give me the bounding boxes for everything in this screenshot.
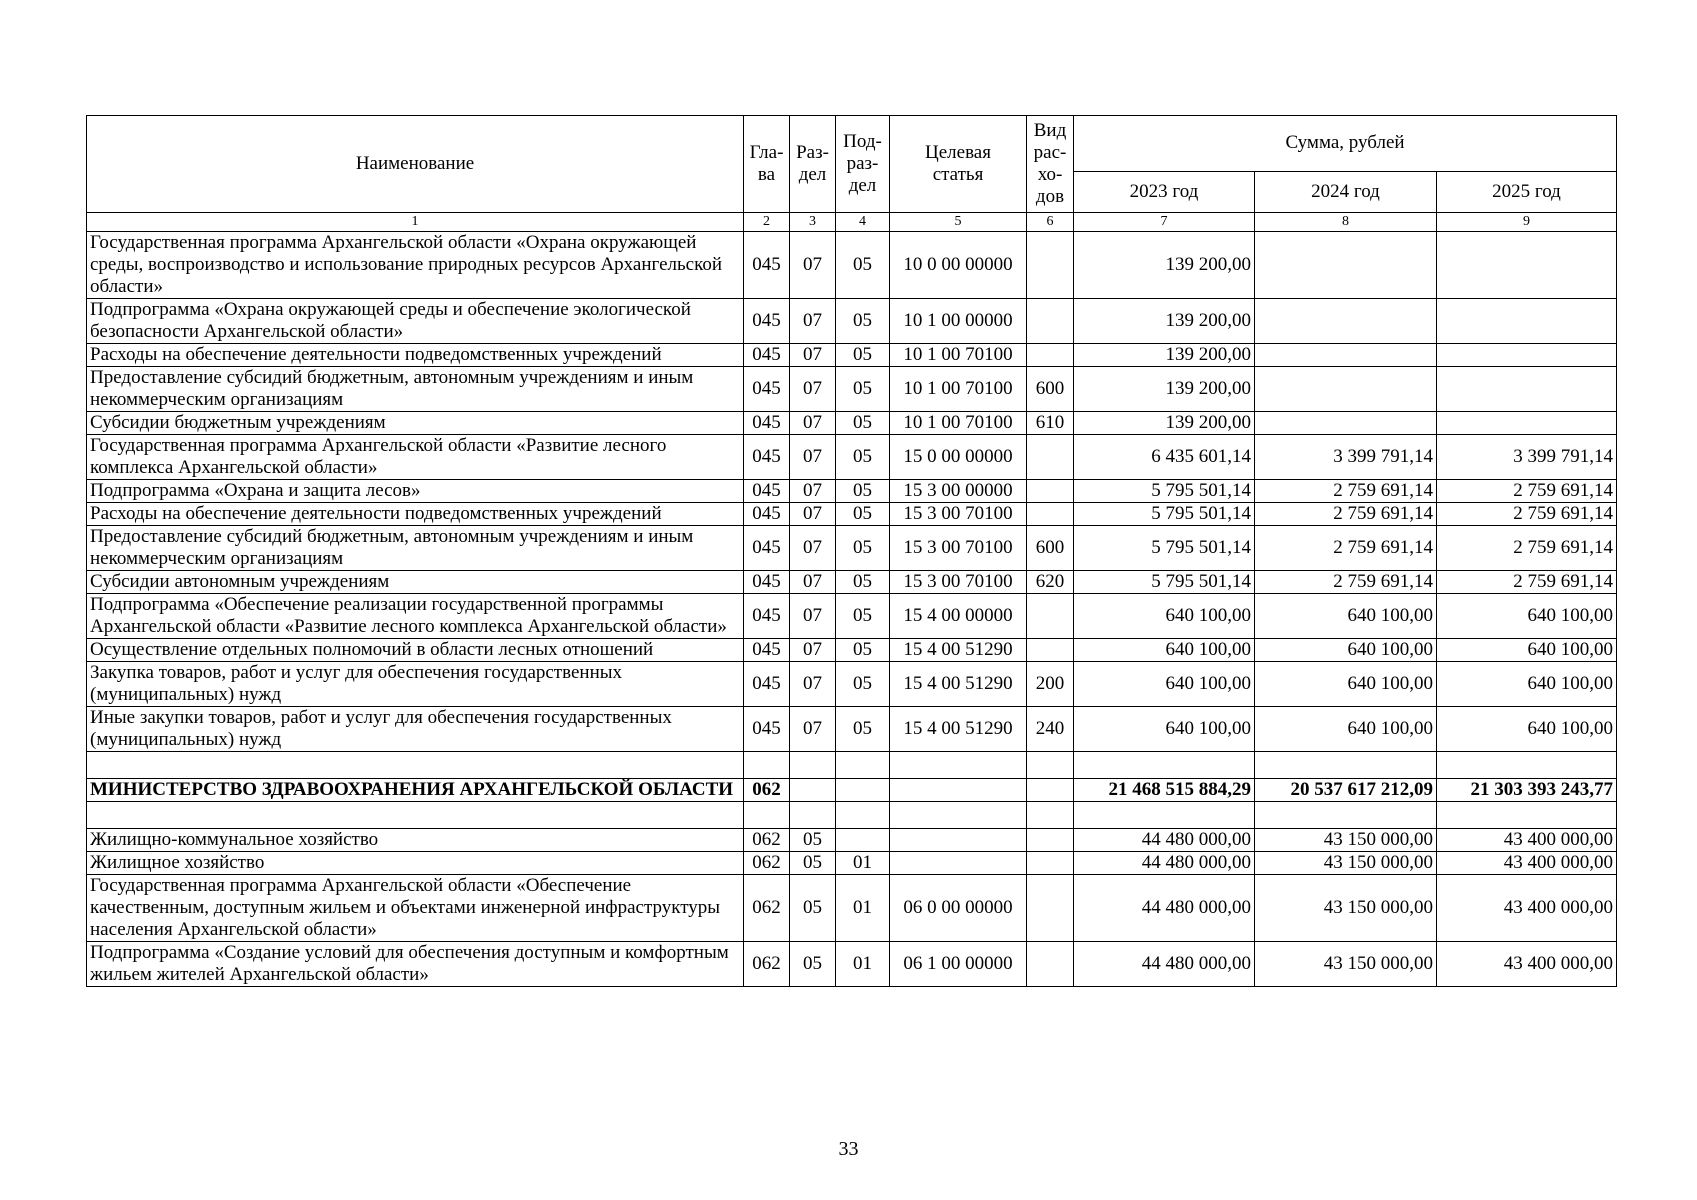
row-glava: 045 [744, 707, 790, 752]
row-razdel: 05 [790, 942, 836, 987]
row-sum-2025 [1437, 412, 1617, 435]
row-name: Подпрограмма «Охрана и защита лесов» [87, 480, 744, 503]
page-number: 33 [838, 1138, 859, 1160]
row-name: Осуществление отдельных полномочий в области лесных отношений [87, 639, 744, 662]
row-sum-2025: 43 400 000,00 [1437, 829, 1617, 852]
row-celevaya-statya: 06 1 00 00000 [890, 942, 1027, 987]
table-row [87, 480, 1617, 503]
row-sum-2024: 640 100,00 [1255, 639, 1437, 662]
row-sum-2024: 43 150 000,00 [1255, 852, 1437, 875]
row-sum-2024: 640 100,00 [1255, 662, 1437, 707]
row-name: Подпрограмма «Охрана окружающей среды и обеспечение экологической безопасности Архангельской области» [87, 299, 744, 344]
empty-cell [790, 802, 836, 829]
row-glava: 045 [744, 526, 790, 571]
table-row [87, 571, 1617, 594]
header-year-2025: 2025 год [1437, 171, 1617, 212]
row-sum-2023: 5 795 501,14 [1074, 526, 1255, 571]
row-celevaya-statya: 10 1 00 70100 [890, 344, 1027, 367]
table-row [87, 594, 1617, 639]
row-podrazdel: 01 [836, 942, 890, 987]
empty-cell [744, 752, 790, 779]
row-name: МИНИСТЕРСТВО ЗДРАВООХРАНЕНИЯ АРХАНГЕЛЬСКОЙ ОБЛАСТИ [87, 779, 744, 802]
header-year-2023: 2023 год [1074, 171, 1255, 212]
table-row [87, 367, 1617, 412]
row-podrazdel [836, 779, 890, 802]
table-row [87, 852, 1617, 875]
row-glava: 045 [744, 639, 790, 662]
row-razdel: 05 [790, 829, 836, 852]
row-celevaya-statya: 15 3 00 00000 [890, 480, 1027, 503]
table-row [87, 435, 1617, 480]
row-celevaya-statya: 10 1 00 70100 [890, 412, 1027, 435]
table-row [87, 412, 1617, 435]
row-podrazdel: 05 [836, 412, 890, 435]
row-vid-rashodov: 600 [1027, 367, 1074, 412]
table-row [87, 662, 1617, 707]
row-sum-2025: 640 100,00 [1437, 594, 1617, 639]
empty-cell [87, 802, 744, 829]
row-vid-rashodov [1027, 344, 1074, 367]
row-podrazdel: 01 [836, 875, 890, 942]
row-sum-2024: 2 759 691,14 [1255, 480, 1437, 503]
row-glava: 045 [744, 412, 790, 435]
row-sum-2025: 2 759 691,14 [1437, 526, 1617, 571]
row-name: Расходы на обеспечение деятельности подведомственных учреждений [87, 503, 744, 526]
column-number: 2 [744, 213, 790, 232]
row-sum-2024: 2 759 691,14 [1255, 526, 1437, 571]
row-sum-2025: 21 303 393 243,77 [1437, 779, 1617, 802]
row-razdel: 05 [790, 875, 836, 942]
row-podrazdel: 01 [836, 852, 890, 875]
table-row [87, 942, 1617, 987]
row-sum-2025: 2 759 691,14 [1437, 503, 1617, 526]
header-vid-rashodov: Вид рас- хо- дов [1027, 116, 1074, 213]
row-sum-2023: 139 200,00 [1074, 367, 1255, 412]
column-number: 1 [87, 213, 744, 232]
row-podrazdel: 05 [836, 662, 890, 707]
row-razdel: 07 [790, 594, 836, 639]
row-podrazdel: 05 [836, 707, 890, 752]
column-number: 8 [1255, 213, 1437, 232]
empty-cell [1027, 752, 1074, 779]
row-sum-2024: 640 100,00 [1255, 707, 1437, 752]
table-row [87, 779, 1617, 802]
row-glava: 045 [744, 594, 790, 639]
row-sum-2023: 44 480 000,00 [1074, 829, 1255, 852]
row-razdel: 07 [790, 367, 836, 412]
row-sum-2025: 43 400 000,00 [1437, 852, 1617, 875]
row-sum-2023: 640 100,00 [1074, 639, 1255, 662]
row-razdel: 07 [790, 435, 836, 480]
row-celevaya-statya: 15 4 00 51290 [890, 639, 1027, 662]
row-sum-2025 [1437, 232, 1617, 299]
budget-document [86, 115, 1616, 987]
row-glava: 045 [744, 571, 790, 594]
row-podrazdel: 05 [836, 232, 890, 299]
row-podrazdel: 05 [836, 480, 890, 503]
row-vid-rashodov: 610 [1027, 412, 1074, 435]
row-sum-2025: 43 400 000,00 [1437, 875, 1617, 942]
row-name: Предоставление субсидий бюджетным, автономным учреждениям и иным некоммерческим организациям [87, 367, 744, 412]
row-sum-2025: 3 399 791,14 [1437, 435, 1617, 480]
row-glava: 062 [744, 779, 790, 802]
table-row [87, 232, 1617, 299]
row-razdel: 07 [790, 526, 836, 571]
row-vid-rashodov [1027, 503, 1074, 526]
row-razdel: 07 [790, 707, 836, 752]
empty-cell [1074, 802, 1255, 829]
row-celevaya-statya: 15 3 00 70100 [890, 526, 1027, 571]
row-glava: 045 [744, 435, 790, 480]
row-celevaya-statya: 15 3 00 70100 [890, 503, 1027, 526]
row-glava: 045 [744, 232, 790, 299]
empty-cell [890, 752, 1027, 779]
row-sum-2023: 640 100,00 [1074, 594, 1255, 639]
row-sum-2024 [1255, 299, 1437, 344]
row-sum-2023: 139 200,00 [1074, 412, 1255, 435]
row-sum-2023: 6 435 601,14 [1074, 435, 1255, 480]
row-podrazdel: 05 [836, 526, 890, 571]
row-vid-rashodov [1027, 435, 1074, 480]
budget-table [86, 115, 1617, 987]
row-vid-rashodov [1027, 829, 1074, 852]
row-sum-2024: 43 150 000,00 [1255, 942, 1437, 987]
row-vid-rashodov [1027, 942, 1074, 987]
row-podrazdel: 05 [836, 639, 890, 662]
row-sum-2024: 2 759 691,14 [1255, 571, 1437, 594]
column-number: 6 [1027, 213, 1074, 232]
row-sum-2024 [1255, 232, 1437, 299]
row-vid-rashodov [1027, 480, 1074, 503]
row-sum-2025 [1437, 367, 1617, 412]
row-vid-rashodov: 240 [1027, 707, 1074, 752]
row-sum-2025: 640 100,00 [1437, 639, 1617, 662]
row-celevaya-statya: 15 0 00 00000 [890, 435, 1027, 480]
row-glava: 062 [744, 852, 790, 875]
row-name: Жилищное хозяйство [87, 852, 744, 875]
table-row [87, 639, 1617, 662]
row-razdel: 07 [790, 232, 836, 299]
row-sum-2023: 5 795 501,14 [1074, 571, 1255, 594]
row-razdel: 07 [790, 662, 836, 707]
column-number: 7 [1074, 213, 1255, 232]
empty-cell [790, 752, 836, 779]
row-glava: 062 [744, 829, 790, 852]
row-glava: 045 [744, 503, 790, 526]
table-row [87, 707, 1617, 752]
header-row-1 [87, 116, 1617, 172]
row-sum-2025 [1437, 299, 1617, 344]
column-number: 9 [1437, 213, 1617, 232]
row-name: Расходы на обеспечение деятельности подведомственных учреждений [87, 344, 744, 367]
empty-cell [836, 752, 890, 779]
blank-row [87, 802, 1617, 829]
row-razdel [790, 779, 836, 802]
row-sum-2023: 44 480 000,00 [1074, 852, 1255, 875]
row-razdel: 07 [790, 344, 836, 367]
row-name: Подпрограмма «Создание условий для обеспечения доступным и комфортным жильем жителей Архангельской области» [87, 942, 744, 987]
row-sum-2025: 640 100,00 [1437, 707, 1617, 752]
row-razdel: 07 [790, 639, 836, 662]
row-celevaya-statya: 10 1 00 00000 [890, 299, 1027, 344]
row-podrazdel: 05 [836, 594, 890, 639]
row-sum-2024: 2 759 691,14 [1255, 503, 1437, 526]
table-row [87, 299, 1617, 344]
row-sum-2023: 21 468 515 884,29 [1074, 779, 1255, 802]
header-celevaya-statya: Целевая статья [890, 116, 1027, 213]
header-glava: Гла- ва [744, 116, 790, 213]
row-celevaya-statya [890, 829, 1027, 852]
column-number-row [87, 213, 1617, 232]
row-celevaya-statya: 15 4 00 51290 [890, 707, 1027, 752]
row-sum-2023: 5 795 501,14 [1074, 503, 1255, 526]
row-name: Государственная программа Архангельской области «Развитие лесного комплекса Архангельской области» [87, 435, 744, 480]
row-celevaya-statya: 06 0 00 00000 [890, 875, 1027, 942]
row-sum-2023: 44 480 000,00 [1074, 875, 1255, 942]
row-name: Подпрограмма «Обеспечение реализации государственной программы Архангельской области «Развитие лесного комплекса Архангельской области» [87, 594, 744, 639]
header-podrazdel: Под- раз- дел [836, 116, 890, 213]
row-name: Государственная программа Архангельской области «Охрана окружающей среды, воспроизводство и использование природных ресурсов Архангельской области» [87, 232, 744, 299]
row-sum-2025: 640 100,00 [1437, 662, 1617, 707]
row-sum-2023: 640 100,00 [1074, 662, 1255, 707]
row-sum-2024: 640 100,00 [1255, 594, 1437, 639]
row-sum-2024: 20 537 617 212,09 [1255, 779, 1437, 802]
row-name: Субсидии автономным учреждениям [87, 571, 744, 594]
row-razdel: 07 [790, 299, 836, 344]
empty-cell [836, 802, 890, 829]
row-podrazdel: 05 [836, 299, 890, 344]
row-name: Субсидии бюджетным учреждениям [87, 412, 744, 435]
row-glava: 045 [744, 367, 790, 412]
header-summa: Сумма, рублей [1074, 116, 1617, 172]
empty-cell [1027, 802, 1074, 829]
row-celevaya-statya: 10 0 00 00000 [890, 232, 1027, 299]
row-glava: 045 [744, 299, 790, 344]
row-sum-2023: 139 200,00 [1074, 299, 1255, 344]
row-name: Закупка товаров, работ и услуг для обеспечения государственных (муниципальных) нужд [87, 662, 744, 707]
empty-cell [1074, 752, 1255, 779]
row-razdel: 07 [790, 571, 836, 594]
row-sum-2024: 43 150 000,00 [1255, 829, 1437, 852]
row-glava: 062 [744, 942, 790, 987]
row-podrazdel: 05 [836, 571, 890, 594]
row-sum-2023: 44 480 000,00 [1074, 942, 1255, 987]
row-celevaya-statya: 15 3 00 70100 [890, 571, 1027, 594]
row-sum-2024 [1255, 344, 1437, 367]
row-glava: 045 [744, 480, 790, 503]
row-razdel: 05 [790, 852, 836, 875]
row-sum-2023: 139 200,00 [1074, 344, 1255, 367]
row-sum-2025: 2 759 691,14 [1437, 571, 1617, 594]
table-row [87, 829, 1617, 852]
row-podrazdel: 05 [836, 344, 890, 367]
empty-cell [1437, 752, 1617, 779]
empty-cell [1255, 752, 1437, 779]
row-sum-2024 [1255, 367, 1437, 412]
row-razdel: 07 [790, 480, 836, 503]
row-sum-2025: 43 400 000,00 [1437, 942, 1617, 987]
row-vid-rashodov: 620 [1027, 571, 1074, 594]
row-sum-2025: 2 759 691,14 [1437, 480, 1617, 503]
row-podrazdel: 05 [836, 367, 890, 412]
row-sum-2024 [1255, 412, 1437, 435]
row-glava: 062 [744, 875, 790, 942]
column-number: 5 [890, 213, 1027, 232]
table-row [87, 503, 1617, 526]
row-celevaya-statya [890, 779, 1027, 802]
row-vid-rashodov [1027, 779, 1074, 802]
row-razdel: 07 [790, 503, 836, 526]
column-number: 4 [836, 213, 890, 232]
row-sum-2023: 139 200,00 [1074, 232, 1255, 299]
header-razdel: Раз- дел [790, 116, 836, 213]
header-year-2024: 2024 год [1255, 171, 1437, 212]
row-sum-2024: 43 150 000,00 [1255, 875, 1437, 942]
row-vid-rashodov [1027, 594, 1074, 639]
table-row [87, 875, 1617, 942]
row-sum-2023: 640 100,00 [1074, 707, 1255, 752]
row-vid-rashodov [1027, 299, 1074, 344]
row-sum-2023: 5 795 501,14 [1074, 480, 1255, 503]
row-celevaya-statya: 10 1 00 70100 [890, 367, 1027, 412]
row-name: Государственная программа Архангельской области «Обеспечение качественным, доступным жильем и объектами инженерной инфраструктуры населения Архангельской области» [87, 875, 744, 942]
row-podrazdel: 05 [836, 435, 890, 480]
table-row [87, 344, 1617, 367]
row-celevaya-statya: 15 4 00 51290 [890, 662, 1027, 707]
row-razdel: 07 [790, 412, 836, 435]
row-vid-rashodov [1027, 639, 1074, 662]
row-sum-2024: 3 399 791,14 [1255, 435, 1437, 480]
empty-cell [1255, 802, 1437, 829]
row-vid-rashodov [1027, 232, 1074, 299]
empty-cell [87, 752, 744, 779]
row-glava: 045 [744, 344, 790, 367]
column-number: 3 [790, 213, 836, 232]
table-row [87, 526, 1617, 571]
row-name: Иные закупки товаров, работ и услуг для обеспечения государственных (муниципальных) нужд [87, 707, 744, 752]
row-vid-rashodov [1027, 875, 1074, 942]
row-vid-rashodov: 200 [1027, 662, 1074, 707]
row-celevaya-statya [890, 852, 1027, 875]
empty-cell [890, 802, 1027, 829]
row-name: Предоставление субсидий бюджетным, автономным учреждениям и иным некоммерческим организациям [87, 526, 744, 571]
row-celevaya-statya: 15 4 00 00000 [890, 594, 1027, 639]
blank-row [87, 752, 1617, 779]
header-name: Наименование [87, 116, 744, 213]
empty-cell [744, 802, 790, 829]
row-podrazdel [836, 829, 890, 852]
row-glava: 045 [744, 662, 790, 707]
row-name: Жилищно-коммунальное хозяйство [87, 829, 744, 852]
row-sum-2025 [1437, 344, 1617, 367]
row-vid-rashodov [1027, 852, 1074, 875]
row-podrazdel: 05 [836, 503, 890, 526]
empty-cell [1437, 802, 1617, 829]
row-vid-rashodov: 600 [1027, 526, 1074, 571]
